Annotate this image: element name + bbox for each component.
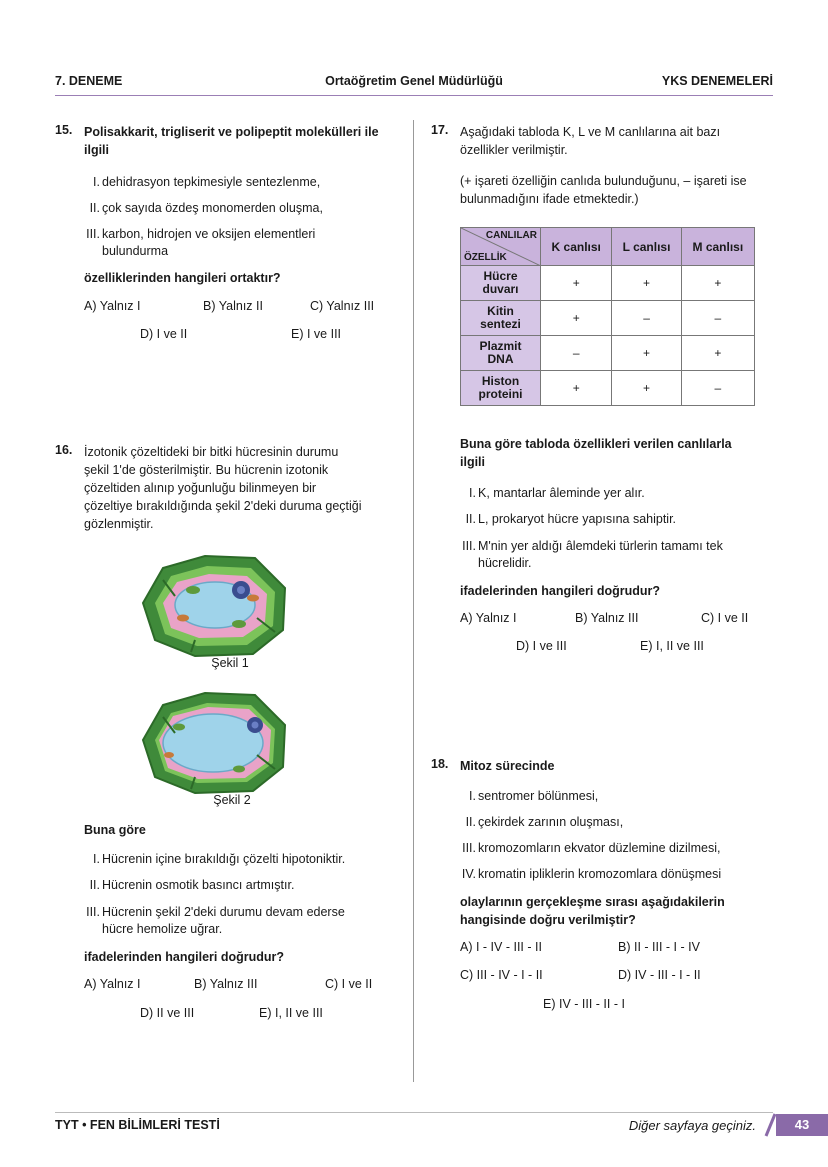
column-header: M canlısı (681, 228, 754, 266)
question-15 (55, 123, 405, 353)
row-header: Plazmit DNA (461, 336, 541, 371)
question-prompt: olaylarının gerçekleşme sırası aşağıdakilerin (460, 895, 725, 909)
table-row (461, 301, 755, 336)
option-b[interactable]: B) Yalnız II (203, 299, 263, 313)
question-prompt: ifadelerinden hangileri doğrudur? (84, 950, 285, 964)
table-note: (+ işareti özelliğin canlıda bulunduğunu, – işareti ise (460, 174, 747, 188)
statement-iii-cont: hücrelidir. (478, 556, 532, 570)
plant-cell-figure-1 (135, 548, 295, 666)
option-d[interactable]: D) II ve III (140, 1006, 195, 1020)
question-stem: Aşağıdaki tabloda K, L ve M canlılarına ait bazı (460, 125, 721, 139)
statement-iii: III. kromozomların ekvator düzlemine dizilmesi, (462, 841, 721, 855)
question-stem: gözlenmiştir. (84, 517, 154, 531)
question-prompt: ifadelerinden hangileri doğrudur? (460, 584, 661, 598)
table-cell: – (612, 301, 681, 336)
table-cell: + (681, 336, 754, 371)
page-number: 43 (776, 1114, 828, 1136)
question-stem: şekil 1'de gösterilmiştir. Bu hücrenin izotonik (84, 463, 329, 477)
corner-label-property: ÖZELLİK (464, 252, 507, 263)
option-b[interactable]: B) Yalnız III (194, 977, 258, 991)
question-lead: ilgili (460, 455, 485, 469)
table-cell: + (541, 301, 612, 336)
table-cell: – (681, 371, 754, 406)
question-stem: İzotonik çözeltideki bir bitki hücresinin durumu (84, 445, 339, 459)
question-18 (431, 757, 776, 1017)
option-c[interactable]: C) I ve II (325, 977, 373, 991)
question-stem: çözeltiden alınıp yoğunluğu bilinmeyen bir (84, 481, 317, 495)
question-stem: çözeltiye bırakıldığında şekil 2'deki duruma geçtiği (84, 499, 362, 513)
row-header: Hücre duvarı (461, 266, 541, 301)
footer-divider (55, 1112, 773, 1113)
table-cell: + (541, 266, 612, 301)
question-17 (431, 123, 776, 663)
table-row (461, 266, 755, 301)
page-header (55, 74, 773, 94)
statement-ii: II. çekirdek zarının oluşması, (465, 815, 624, 829)
question-lead: Buna göre (84, 823, 146, 837)
statement-i: I. Hücrenin içine bırakıldığı çözelti hipotoniktir. (93, 852, 346, 866)
question-16-statements (55, 821, 405, 1031)
table-row (461, 371, 755, 406)
table-cell: + (612, 336, 681, 371)
option-a[interactable]: A) I - IV - III - II (460, 940, 542, 954)
statement-i: I. K, mantarlar âleminde yer alır. (469, 486, 645, 500)
table-cell: + (681, 266, 754, 301)
question-number: 15. (55, 123, 73, 137)
column-header: K canlısı (541, 228, 612, 266)
option-b[interactable]: B) II - III - I - IV (618, 940, 700, 954)
question-stem: Mitoz sürecinde (460, 759, 555, 773)
statement-iii: III. karbon, hidrojen ve oksijen elementleri (86, 227, 316, 241)
question-lead: Buna göre tabloda özellikleri verilen canlılarla (460, 437, 732, 451)
statement-ii: II. Hücrenin osmotik basıncı artmıştır. (89, 878, 295, 892)
option-d[interactable]: D) I ve II (140, 327, 188, 341)
option-e[interactable]: E) I, II ve III (259, 1006, 323, 1020)
header-divider (55, 95, 773, 96)
table-cell: + (541, 371, 612, 406)
option-c[interactable]: C) I ve II (701, 611, 749, 625)
option-e[interactable]: E) I ve III (291, 327, 342, 341)
test-name: TYT • FEN BİLİMLERİ TESTİ (55, 1118, 220, 1132)
statement-iii-cont: bulundurma (102, 244, 169, 258)
table-corner (461, 228, 541, 266)
statement-ii: II. L, prokaryot hücre yapısına sahiptir. (465, 512, 677, 526)
question-number: 16. (55, 443, 73, 457)
option-a[interactable]: A) Yalnız I (84, 977, 141, 991)
statement-i: I. sentromer bölünmesi, (469, 789, 599, 803)
question-stem: ilgili (84, 143, 109, 157)
option-e[interactable]: E) I, II ve III (640, 639, 704, 653)
option-c[interactable]: C) III - IV - I - II (460, 968, 543, 982)
statement-iii: III. M'nin yer aldığı âlemdeki türlerin tamamı tek (462, 539, 723, 553)
statement-iii: III. Hücrenin şekil 2'deki durumu devam ederse (86, 905, 345, 919)
table-cell: – (541, 336, 612, 371)
question-prompt: özelliklerinden hangileri ortaktır? (84, 271, 281, 285)
table-cell: + (612, 266, 681, 301)
figure-2-caption: Şekil 2 (213, 793, 251, 807)
question-stem: Polisakkarit, trigliserit ve polipeptit molekülleri ile (84, 125, 379, 139)
statement-iv: IV. kromatin ipliklerin kromozomlara dönüşmesi (461, 867, 722, 881)
ministry-name: Ortaöğretim Genel Müdürlüğü (325, 74, 503, 88)
organism-properties-table (460, 227, 755, 406)
column-header: L canlısı (612, 228, 681, 266)
statement-i: I. dehidrasyon tepkimesiyle sentezlenme, (93, 175, 321, 189)
option-c[interactable]: C) Yalnız III (310, 299, 375, 313)
option-b[interactable]: B) Yalnız III (575, 611, 639, 625)
table-cell: + (612, 371, 681, 406)
question-stem: özellikler verilmiştir. (460, 143, 568, 157)
table-cell: – (681, 301, 754, 336)
next-page-note: Diğer sayfaya geçiniz. (628, 1118, 756, 1133)
question-prompt: hangisinde doğru verilmiştir? (460, 913, 636, 927)
option-d[interactable]: D) IV - III - I - II (618, 968, 701, 982)
option-d[interactable]: D) I ve III (516, 639, 567, 653)
option-e[interactable]: E) IV - III - II - I (543, 997, 625, 1011)
table-row (461, 336, 755, 371)
row-header: Kitin sentezi (461, 301, 541, 336)
figure-1-caption: Şekil 1 (211, 656, 249, 670)
series-name: YKS DENEMELERİ (661, 74, 773, 88)
question-number: 18. (431, 757, 449, 771)
column-divider (413, 120, 414, 1082)
row-header: Histon proteini (461, 371, 541, 406)
corner-label-organisms: CANLILAR (485, 230, 537, 241)
option-a[interactable]: A) Yalnız I (460, 611, 517, 625)
statement-ii: II. çok sayıda özdeş monomerden oluşma, (89, 201, 323, 215)
statement-iii-cont: hücre hemolize uğrar. (102, 922, 223, 936)
question-number: 17. (431, 123, 449, 137)
plant-cell-figure-2 (135, 685, 295, 803)
table-note: bulunmadığını ifade etmektedir.) (460, 192, 639, 206)
option-a[interactable]: A) Yalnız I (84, 299, 141, 313)
exam-number: 7. DENEME (55, 74, 123, 88)
